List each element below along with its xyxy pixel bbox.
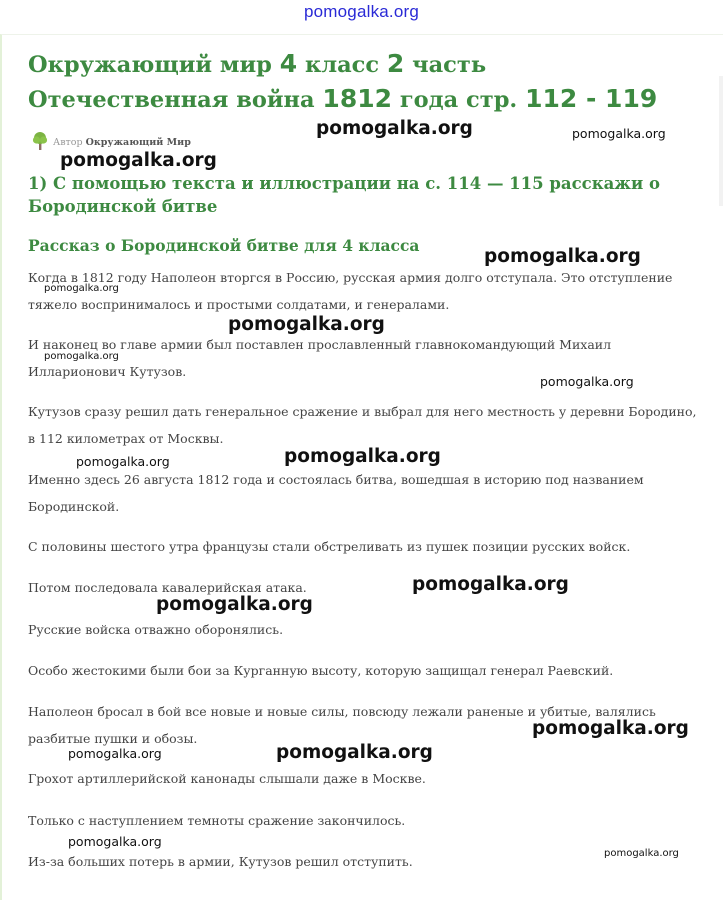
title-grade: 4 bbox=[279, 49, 298, 78]
paragraph: С половины шестого утра французы стали обстреливать из пушек позиции русских войск. bbox=[28, 539, 631, 554]
paragraph: Из-за больших потерь в армии, Кутузов решил отступить. bbox=[28, 854, 413, 869]
site-brand-link[interactable]: pomogalka.org bbox=[303, 2, 420, 21]
watermark: pomogalka.org bbox=[532, 718, 689, 739]
watermark: pomogalka.org bbox=[316, 118, 473, 139]
watermark: pomogalka.org bbox=[44, 351, 119, 362]
watermark: pomogalka.org bbox=[68, 746, 162, 761]
watermark: pomogalka.org bbox=[60, 150, 217, 171]
paragraph: Именно здесь 26 августа 1812 года и состоялась битва, вошедшая в историю под названием Бородинской. bbox=[28, 472, 644, 514]
right-rail bbox=[719, 76, 723, 206]
watermark: pomogalka.org bbox=[276, 742, 433, 763]
paragraph: И наконец во главе армии был поставлен прославленный главнокомандующий Михаил Илларионович Кутузов. bbox=[28, 337, 612, 379]
paragraph: Особо жестокими были бои за Курганную высоту, которую защищал генерал Раевский. bbox=[28, 663, 614, 678]
author-name-link[interactable]: Окружающий Мир bbox=[85, 136, 191, 148]
title-pages: 112 - 119 bbox=[525, 84, 658, 113]
paragraph: Русские войска отважно оборонялись. bbox=[28, 622, 284, 637]
paragraph: Только с наступлением темноты сражение закончилось. bbox=[28, 813, 406, 828]
watermark: pomogalka.org bbox=[68, 834, 162, 849]
watermark: pomogalka.org bbox=[76, 454, 170, 469]
watermark: pomogalka.org bbox=[572, 126, 666, 141]
tree-icon bbox=[30, 131, 50, 154]
watermark: pomogalka.org bbox=[604, 848, 679, 859]
watermark: pomogalka.org bbox=[228, 314, 385, 335]
title-part-number: 2 bbox=[386, 49, 405, 78]
paragraph: Кутузов сразу решил дать генеральное сражение и выбрал для него местность у деревни Бородино, в 112 километрах от Москвы. bbox=[28, 404, 697, 446]
paragraph: Грохот артиллерийской канонады слышали даже в Москве. bbox=[28, 771, 426, 786]
title-part: класс bbox=[297, 52, 387, 78]
question-heading: 1) С помощью текста и иллюстрации на с. 114 — 115 расскажи о Бородинской битве bbox=[28, 174, 660, 216]
watermark: pomogalka.org bbox=[540, 374, 634, 389]
paragraph: Потом последовала кавалерийская атака. bbox=[28, 580, 307, 595]
watermark: pomogalka.org bbox=[44, 283, 119, 294]
author-prefix: Автор bbox=[53, 136, 83, 148]
title-part: часть Отечественная война bbox=[28, 52, 487, 113]
title-part: года стр. bbox=[392, 87, 526, 113]
title-year: 1812 bbox=[322, 84, 393, 113]
watermark: pomogalka.org bbox=[284, 446, 441, 467]
title-part: Окружающий мир bbox=[28, 52, 280, 78]
watermark: pomogalka.org bbox=[156, 594, 313, 615]
story-subtitle: Рассказ о Бородинской битве для 4 класса bbox=[28, 236, 420, 255]
paragraph: Когда в 1812 году Наполеон вторгся в Россию, русская армия долго отступала. Это отступление тяжело воспринималось и простыми солдатами, и генералами. bbox=[28, 270, 673, 312]
watermark: pomogalka.org bbox=[484, 246, 641, 267]
watermark: pomogalka.org bbox=[412, 574, 569, 595]
page-title bbox=[28, 47, 688, 117]
paragraph: Наполеон бросал в бой все новые и новые силы, повсюду лежали раненые и убитые, валялись разбитые пушки и обозы. bbox=[28, 704, 656, 746]
